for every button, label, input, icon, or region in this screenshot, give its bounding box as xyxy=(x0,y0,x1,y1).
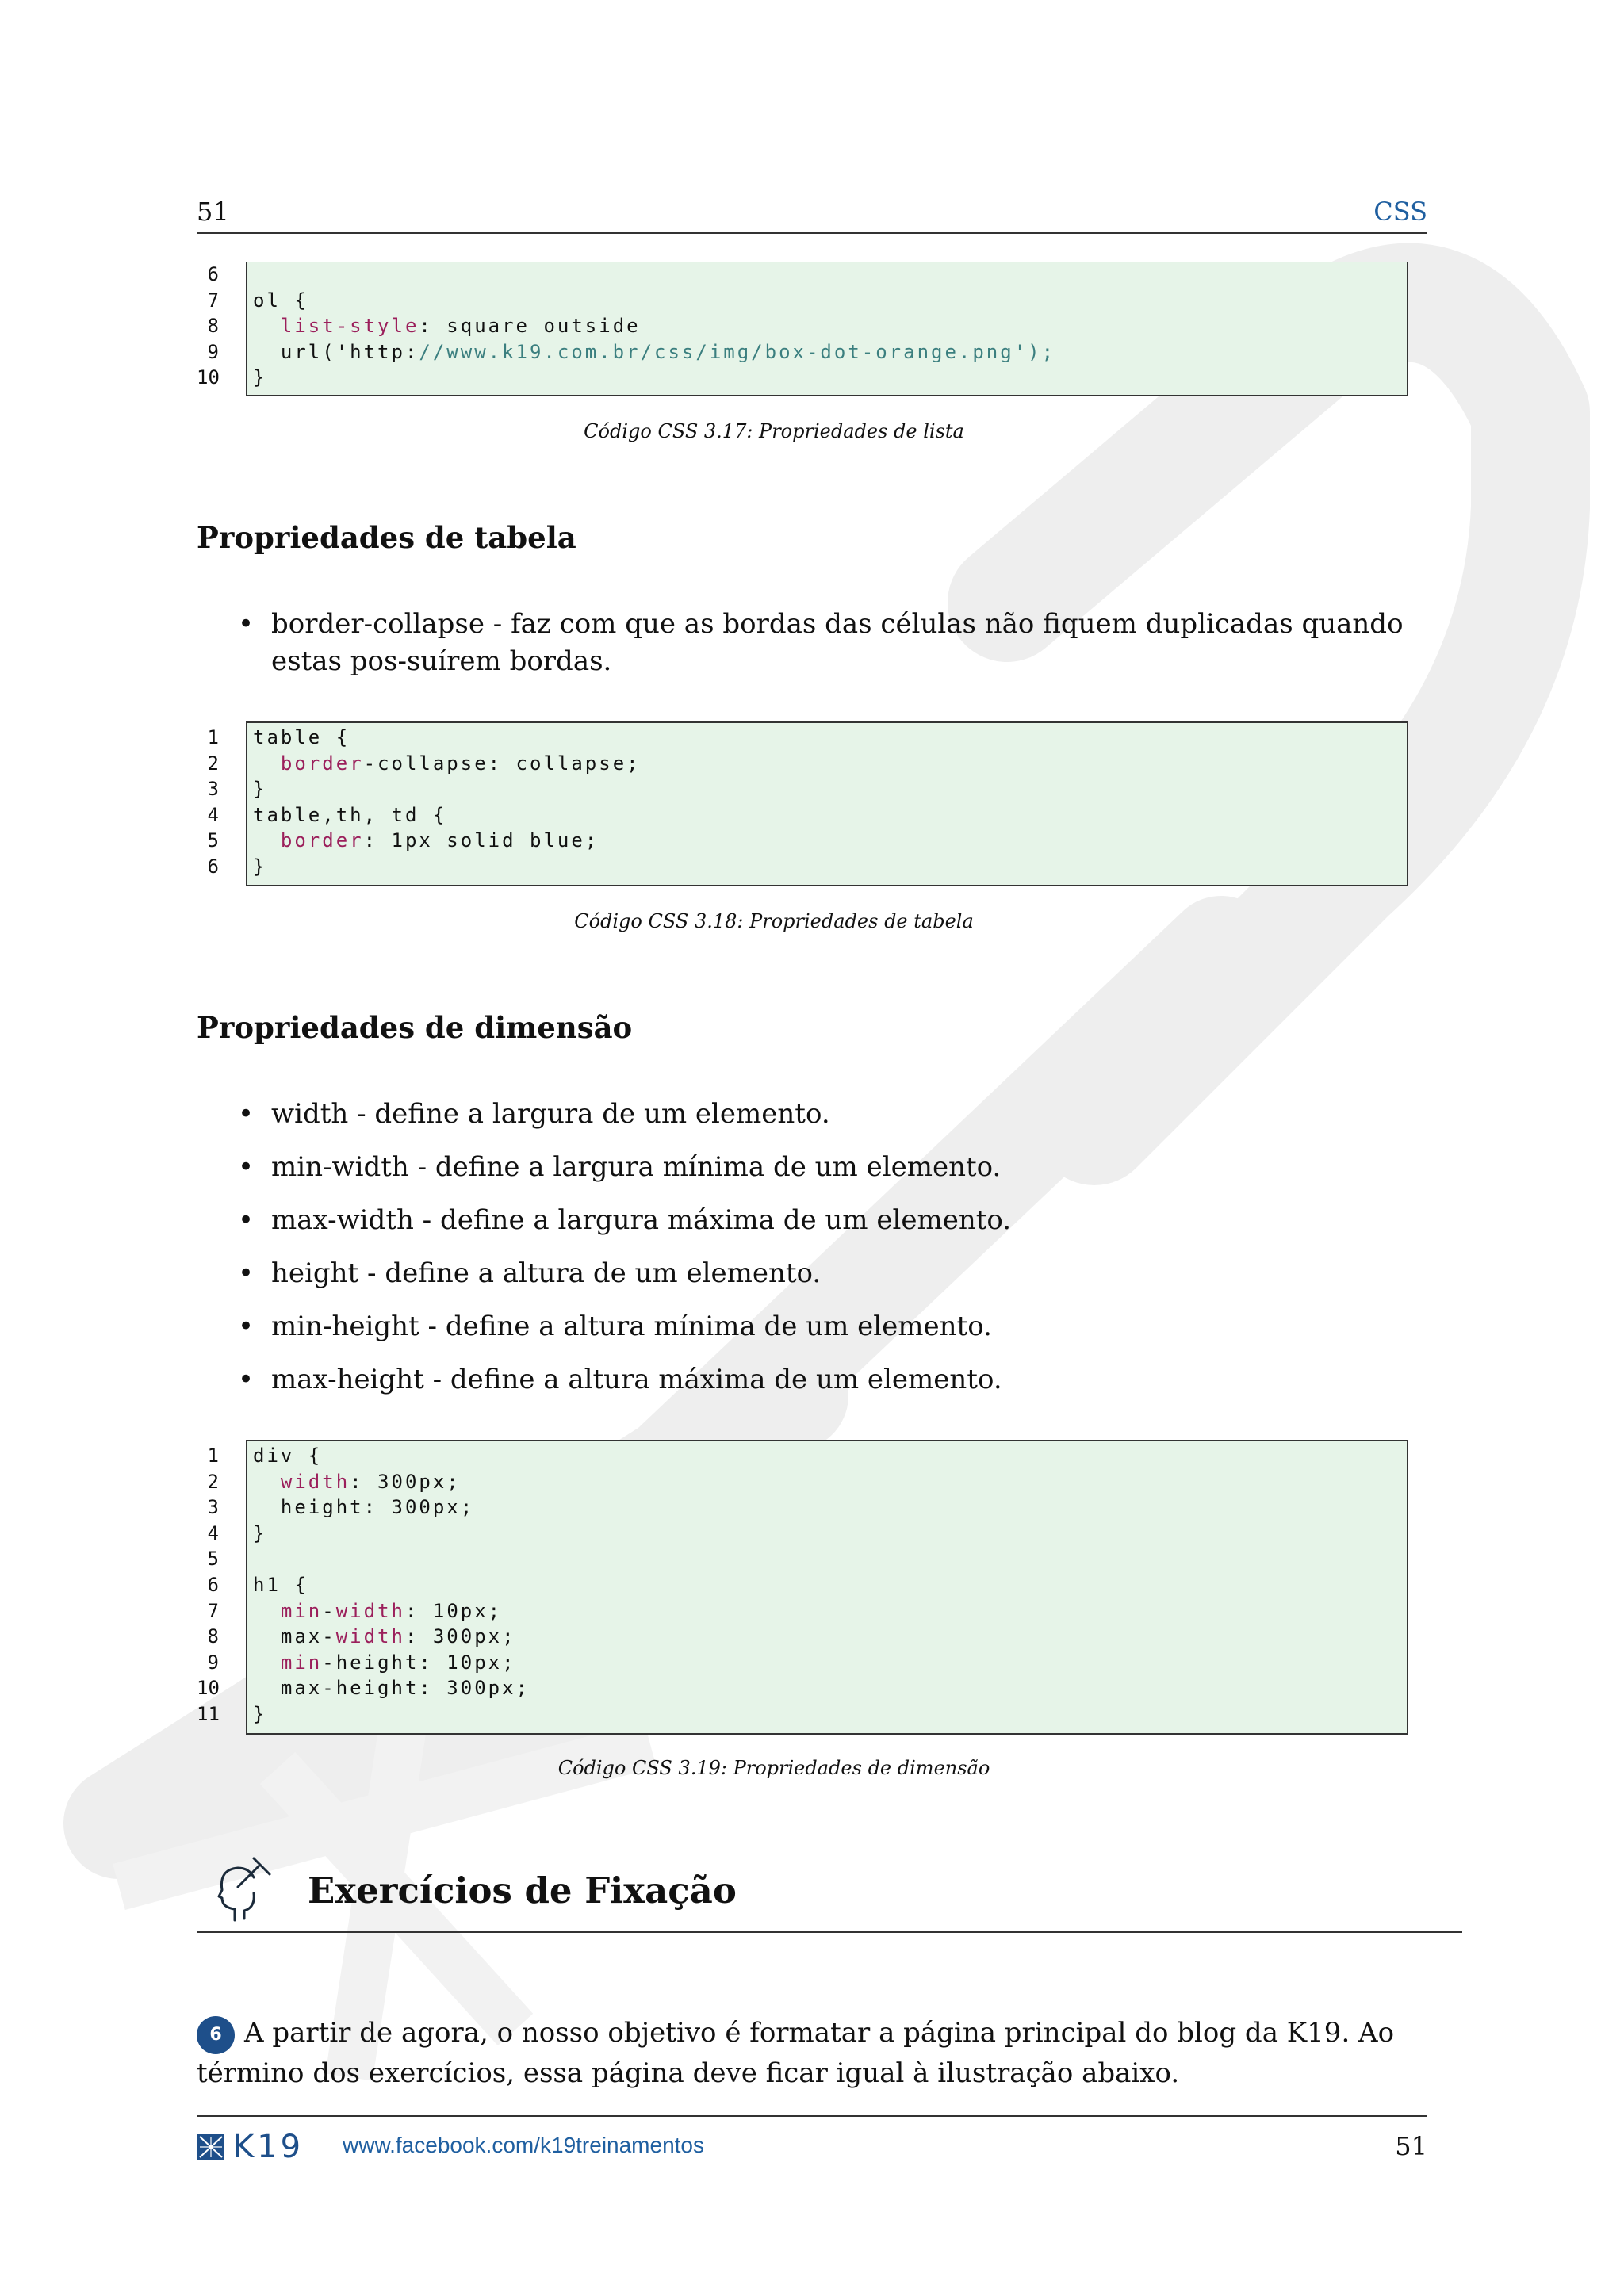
k19-logo-text: K19 xyxy=(233,2129,304,2165)
code-line xyxy=(253,1675,1407,1701)
code-text: -height: 10px; xyxy=(322,1651,516,1674)
code-text: : 300px; xyxy=(404,1625,516,1648)
line-number: 11 xyxy=(197,1702,220,1725)
line-numbers xyxy=(197,262,219,391)
code-text: max-height: 300px; xyxy=(253,1677,530,1700)
line-numbers xyxy=(197,725,219,880)
code-text: div { xyxy=(253,1445,323,1467)
header-rule xyxy=(197,232,1427,234)
bullet-icon: • xyxy=(238,1151,255,1183)
line-number: 5 xyxy=(207,1548,219,1571)
code-text: - xyxy=(322,1599,336,1622)
list-item: • min-height - define a altura mínima de um elemento. xyxy=(238,1308,1427,1345)
code-line xyxy=(253,1624,1407,1650)
code-content xyxy=(247,1441,1407,1728)
code-keyword: width xyxy=(335,1625,405,1648)
code-line xyxy=(253,288,1407,314)
code-line xyxy=(253,1650,1407,1676)
bullet-icon: • xyxy=(238,1364,255,1395)
line-number: 1 xyxy=(207,726,219,748)
code-text: } xyxy=(253,855,267,878)
exercises-title: Exercícios de Fixação xyxy=(308,1869,737,1911)
footer-rule xyxy=(197,2115,1427,2117)
list-item: • max-width - define a largura máxima de um elemento. xyxy=(238,1202,1427,1239)
code-text xyxy=(253,1651,281,1674)
k19-logo xyxy=(197,2131,304,2163)
code-text: ol { xyxy=(253,289,308,312)
line-number: 8 xyxy=(207,315,219,338)
exercise-number-badge: 6 xyxy=(197,2016,235,2054)
line-number: 8 xyxy=(207,1625,219,1648)
code-line xyxy=(253,262,1407,288)
line-number: 7 xyxy=(207,1599,219,1622)
code-text: max- xyxy=(253,1625,336,1648)
code-line xyxy=(253,339,1407,365)
code-text xyxy=(253,752,281,775)
code-text: -collapse: collapse; xyxy=(363,752,641,775)
code-text: : 1px solid blue; xyxy=(363,829,599,852)
line-numbers xyxy=(197,1443,219,1728)
code-line xyxy=(253,1572,1407,1598)
line-number: 6 xyxy=(207,1573,219,1596)
footer-page-number: 51 xyxy=(1395,2131,1427,2161)
code-caption-3-19: Código CSS 3.19: Propriedades de dimensão xyxy=(557,1757,990,1779)
code-keyword: min xyxy=(280,1599,323,1622)
exercises-rule xyxy=(197,1931,1462,1933)
list-item: • width - define a largura de um elemento. xyxy=(238,1096,1427,1133)
bullet-icon: • xyxy=(238,1098,255,1130)
code-line xyxy=(253,1598,1407,1624)
code-text xyxy=(253,829,281,851)
code-box xyxy=(246,721,1408,886)
list-item: • height - define a altura de um elemento. xyxy=(238,1255,1427,1292)
line-number: 4 xyxy=(207,1521,219,1544)
code-caption-3-17: Código CSS 3.17: Propriedades de lista xyxy=(584,420,964,442)
code-text: } xyxy=(253,366,267,389)
list-item: • max-height - define a altura máxima de um elemento. xyxy=(238,1361,1427,1399)
bullet-icon: • xyxy=(238,1257,255,1289)
list-item: • border-collapse - faz com que as bordas das células não fiquem duplicadas quando estas pos-suírem bordas. xyxy=(238,606,1427,680)
code-keyword: width xyxy=(335,1599,405,1622)
code-text: : 10px; xyxy=(404,1599,503,1622)
code-box xyxy=(246,1440,1408,1735)
line-number: 6 xyxy=(207,263,219,285)
code-line xyxy=(253,1701,1407,1728)
bullet-list-dimension xyxy=(238,1096,1427,1399)
line-number: 2 xyxy=(207,752,219,775)
section-title-table: Propriedades de tabela xyxy=(197,520,576,555)
code-keyword: width xyxy=(280,1470,350,1493)
bullet-list-table xyxy=(238,606,1427,680)
code-line xyxy=(253,1521,1407,1547)
line-number: 7 xyxy=(207,289,219,312)
code-line xyxy=(253,1494,1407,1521)
line-number: 9 xyxy=(207,340,219,363)
head-hammer-icon xyxy=(208,1852,279,1923)
code-line xyxy=(253,751,1407,777)
section-title-dimension: Propriedades de dimensão xyxy=(197,1010,633,1045)
header-chapter-title: CSS xyxy=(1373,197,1427,227)
code-text: table { xyxy=(253,726,350,748)
code-text: } xyxy=(253,1521,267,1544)
code-line xyxy=(253,1443,1407,1469)
line-number: 9 xyxy=(207,1651,219,1674)
line-number: 3 xyxy=(207,1496,219,1519)
code-line xyxy=(253,776,1407,802)
k19-logo-icon xyxy=(197,2133,225,2160)
code-text: h1 { xyxy=(253,1573,308,1596)
line-number: 10 xyxy=(197,366,220,389)
exercise-item xyxy=(197,2014,1431,2092)
code-line xyxy=(253,828,1407,854)
code-content xyxy=(247,723,1407,880)
code-line xyxy=(253,725,1407,751)
code-box xyxy=(246,262,1408,396)
code-text xyxy=(253,1471,281,1493)
code-line xyxy=(253,1546,1407,1572)
code-keyword: border xyxy=(280,752,364,775)
line-number: 1 xyxy=(207,1445,219,1467)
bullet-icon: • xyxy=(238,608,255,640)
code-string: //www.k19.com.br/css/img/box-dot-orange.png'); xyxy=(419,340,1056,363)
code-line xyxy=(253,1469,1407,1495)
code-line xyxy=(253,802,1407,828)
code-keyword: list-style xyxy=(280,315,419,338)
list-item: • min-width - define a largura mínima de um elemento. xyxy=(238,1149,1427,1186)
code-keyword: min xyxy=(280,1651,323,1674)
code-line xyxy=(253,365,1407,391)
code-text: url('http: xyxy=(253,340,419,363)
code-text: : 300px; xyxy=(350,1470,461,1493)
line-number: 3 xyxy=(207,778,219,801)
code-text: } xyxy=(253,778,267,801)
footer-url-link[interactable]: www.facebook.com/k19treinamentos xyxy=(343,2133,704,2157)
line-number: 2 xyxy=(207,1470,219,1493)
line-number: 10 xyxy=(197,1677,220,1700)
bullet-icon: • xyxy=(238,1311,255,1342)
code-text xyxy=(253,1600,281,1622)
code-line xyxy=(253,854,1407,880)
exercise-text: A partir de agora, o nosso objetivo é formatar a página principal do blog da K19. Ao término dos exercícios, essa página deve ficar igual à ilustração abaixo. xyxy=(197,2017,1395,2089)
code-caption-3-18: Código CSS 3.18: Propriedades de tabela xyxy=(574,910,974,932)
code-content xyxy=(247,262,1407,391)
code-line xyxy=(253,313,1407,339)
code-text: table,th, td { xyxy=(253,803,447,826)
bullet-icon: • xyxy=(238,1204,255,1236)
code-text: : square outside xyxy=(419,315,641,338)
line-number: 6 xyxy=(207,855,219,878)
code-text xyxy=(253,315,281,337)
code-text: } xyxy=(253,1702,267,1725)
line-number: 4 xyxy=(207,803,219,826)
code-text: height: 300px; xyxy=(253,1496,475,1519)
line-number: 5 xyxy=(207,829,219,852)
header-page-number: 51 xyxy=(197,197,229,227)
code-keyword: border xyxy=(280,829,364,852)
